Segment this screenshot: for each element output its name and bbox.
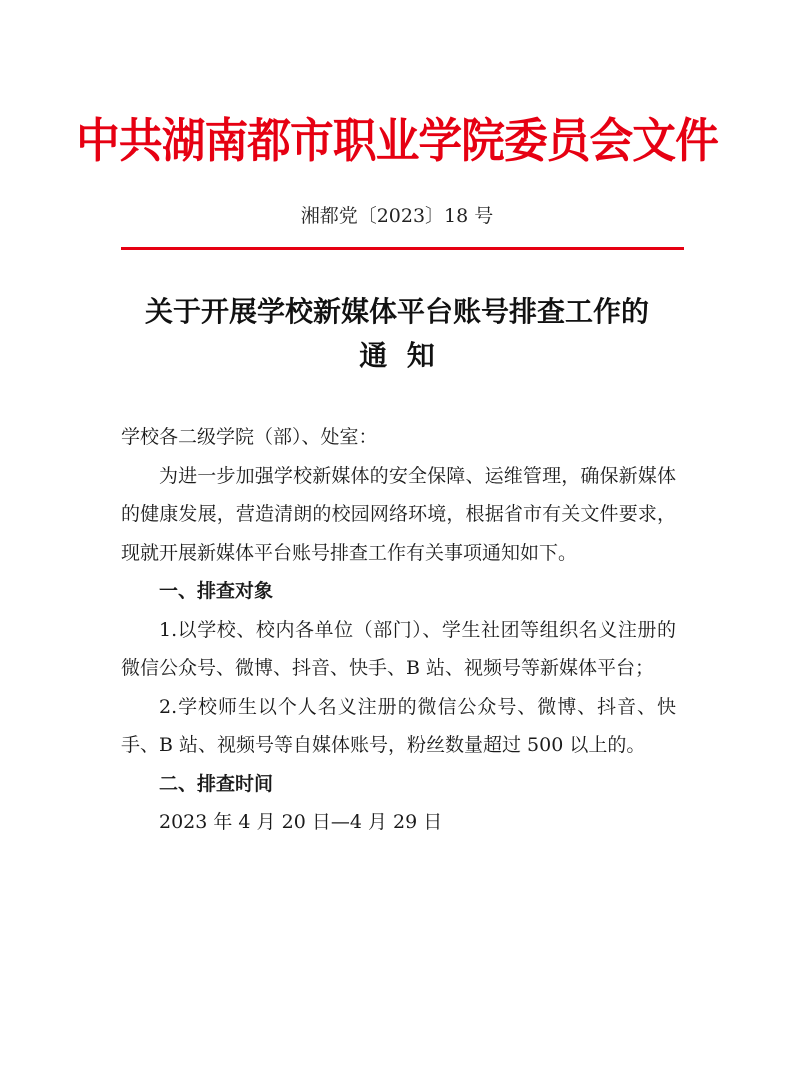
- salutation: 学校各二级学院（部）、处室：: [121, 426, 378, 448]
- intro-paragraph: 为进一步加强学校新媒体的安全保障、运维管理，确保新媒体的健康发展，营造清朗的校园网络环境，根据省市有关文件要求，现就开展新媒体平台账号排查工作有关事项通知如下。: [121, 464, 676, 564]
- section-2-text: 2023 年 4 月 20 日—4 月 29 日: [159, 811, 443, 833]
- section-2-heading: 二、排查时间: [159, 772, 274, 795]
- org-document-header: 中共湖南都市职业学院委员会文件: [76, 114, 718, 169]
- document-title: [0, 290, 794, 378]
- document-title-line-2: 通 知: [359, 339, 435, 372]
- document-body: [121, 418, 676, 842]
- document-number: 湘都党〔2023〕18 号: [300, 205, 494, 227]
- red-separator-line: [121, 247, 684, 250]
- document-title-line-1: 关于开展学校新媒体平台账号排查工作的: [144, 295, 649, 328]
- section-1-item-1: 1.以学校、校内各单位（部门）、学生社团等组织名义注册的微信公众号、微博、抖音、快手、B 站、视频号等新媒体平台；: [121, 618, 676, 679]
- section-1-item-2: 2.学校师生以个人名义注册的微信公众号、微博、抖音、快手、B 站、视频号等自媒体账号，粉丝数量超过 500 以上的。: [121, 695, 676, 756]
- section-1-heading: 一、排查对象: [159, 580, 274, 602]
